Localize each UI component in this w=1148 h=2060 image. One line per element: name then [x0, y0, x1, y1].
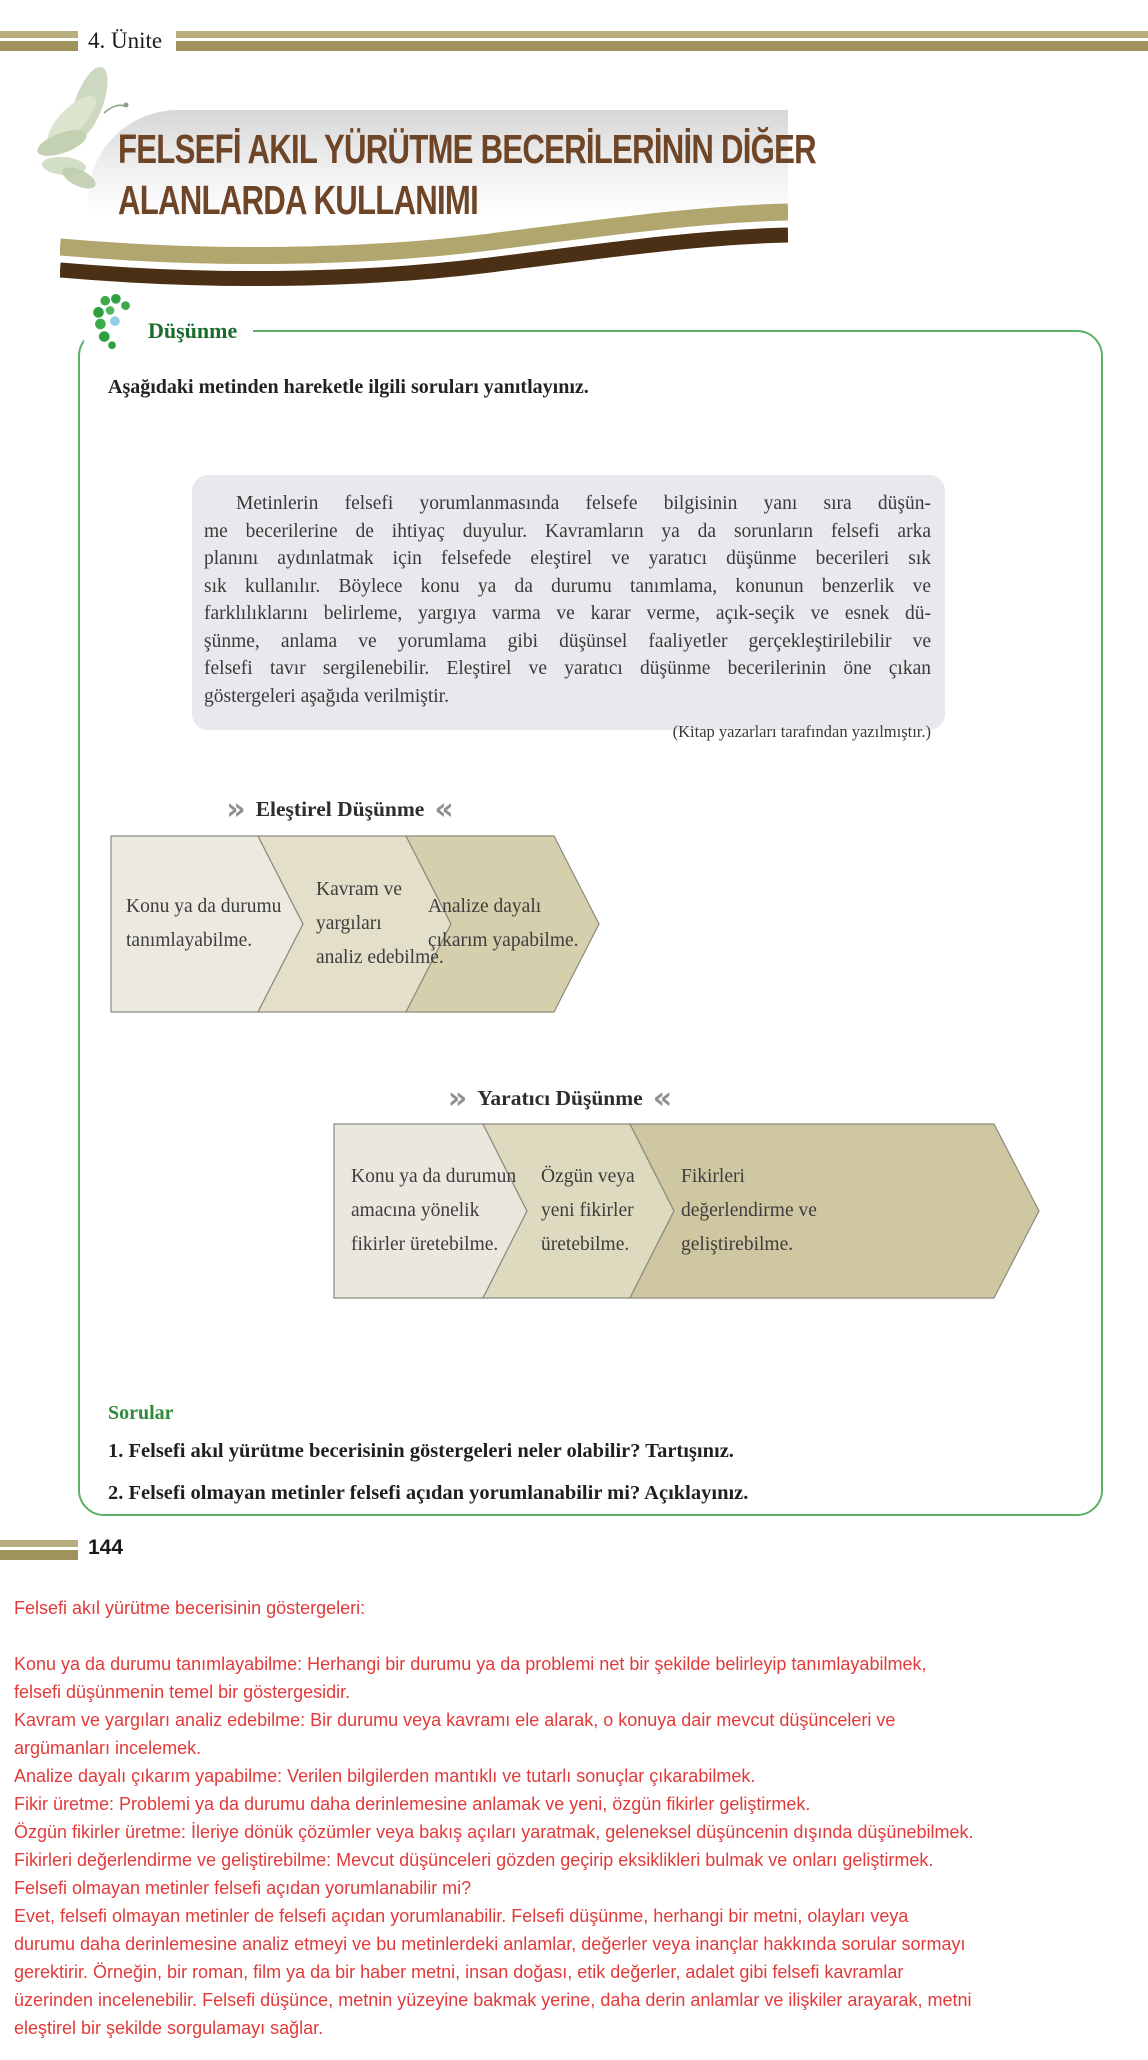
flow-step [351, 1123, 516, 1299]
annotation-line [14, 1626, 1142, 1654]
annotation-line: Kavram ve yargıları analiz edebilme: Bir durumu veya kavramı ele alarak, o konuya dair mevcut düşünceleri ve [14, 1710, 896, 1730]
dots-cluster-icon [90, 294, 134, 352]
step-line: Analize dayalı [428, 896, 542, 917]
flow-step [126, 835, 281, 1013]
question-1: 1. Felsefi akıl yürütme becerisinin göstergeleri neler olabilir? Tartışınız. [108, 1440, 734, 1462]
header-bars-left-decoration [0, 31, 78, 51]
activity-label: Düşünme [148, 318, 238, 343]
activity-header [84, 294, 253, 352]
passage-line: farklılıklarını belirleme, yargıya varma ve karar verme, açık-seçik ve esnek dü- [204, 603, 931, 624]
activity-instruction: Aşağıdaki metinden hareketle ilgili soruları yanıtlayınız. [108, 376, 589, 398]
flow-heading-label: Yaratıcı Düşünme [477, 1086, 643, 1110]
step-line: Konu ya da durumun [351, 1166, 517, 1187]
page-number: 144 [88, 1536, 124, 1559]
step-line: değerlendirme ve [681, 1200, 817, 1221]
passage-line: felsefi tavır sergilenebilir. Eleştirel ve yaratıcı düşünme becerilerinin öne çıkan [204, 658, 931, 679]
step-line: Özgün veya [541, 1166, 635, 1187]
annotation-line: Konu ya da durumu tanımlayabilme: Herhangi bir durumu ya da problemi net bir şekilde belirleyip tanımlayabilmek, [14, 1654, 927, 1674]
double-chevron-left-icon: « [652, 1080, 673, 1116]
flow-step [428, 835, 579, 1013]
annotation-line: durumu daha derinlemesine analiz etmeyi ve bu metinlerdeki anlamlar, değerler veya inançlar hakkında sorular sormayı [14, 1934, 966, 1954]
flow-step [681, 1123, 817, 1299]
page-title-line1: FELSEFİ AKIL YÜRÜTME BECERİLERİNİN DİĞER [118, 126, 816, 172]
flow-step [541, 1123, 635, 1299]
header-bars-right-decoration [176, 31, 1148, 51]
flow-step [316, 835, 444, 1013]
flow-band-creative [333, 1123, 1040, 1299]
annotation-line: Fikir üretme: Problemi ya da durumu daha derinlemesine anlamak ve yeni, özgün fikirler geliştirmek. [14, 1794, 811, 1814]
passage-line: göstergeleri aşağıda verilmiştir. [204, 685, 449, 707]
annotation-line: Evet, felsefi olmayan metinler de felsefi açıdan yorumlanabilir. Felsefi düşünme, herhangi bir metni, olayları veya [14, 1906, 909, 1926]
flow-heading-creative [447, 1080, 673, 1116]
questions-label: Sorular [108, 1402, 174, 1424]
step-line: Fikirleri [681, 1166, 745, 1187]
butterfly-icon [34, 58, 144, 198]
step-line: Kavram ve [316, 879, 403, 900]
flow-heading-critical [226, 791, 454, 827]
annotation-line: Analize dayalı çıkarım yapabilme: Verilen bilgilerden mantıklı ve tutarlı sonuçlar çıkarabilmek. [14, 1766, 756, 1786]
annotation-line: gerektirir. Örneğin, bir roman, film ya da bir haber metni, insan doğası, etik değerler, adalet gibi felsefi kavramlar [14, 1962, 904, 1982]
annotation-line: üzerinden incelenebilir. Felsefi düşünce, metnin yüzeyine bakmak yerine, daha derin anlamlar ve ilişkiler arayarak, metni [14, 1990, 972, 2010]
step-line: tanımlayabilme. [126, 930, 253, 951]
annotation-line: Özgün fikirler üretme: İleriye dönük çözümler veya bakış açıları yaratmak, geleneksel düşüncenin dışında düşünebilmek. [14, 1822, 974, 1842]
annotation-line: argümanları incelemek. [14, 1738, 202, 1758]
step-line: amacına yönelik [351, 1200, 480, 1221]
step-line: çıkarım yapabilme. [428, 930, 579, 951]
passage-credit: (Kitap yazarları tarafından yazılmıştır.) [672, 722, 931, 741]
step-line: Konu ya da durumu [126, 896, 282, 917]
passage-box [192, 475, 945, 741]
step-line: yeni fikirler [541, 1200, 634, 1221]
step-line: analiz edebilme. [316, 947, 444, 968]
flow-heading-label: Eleştirel Düşünme [255, 797, 425, 821]
double-chevron-right-icon: » [447, 1080, 468, 1116]
annotation-line: Fikirleri değerlendirme ve geliştirebilme: Mevcut düşünceleri gözden geçirip eksiklikleri bulmak ve onları geliştirmek. [14, 1850, 934, 1870]
unit-label: 4. Ünite [88, 28, 163, 53]
annotation-line: eleştirel bir şekilde sorgulamayı sağlar. [14, 2018, 324, 2038]
footer-bars-decoration [0, 1540, 78, 1560]
question-2: 2. Felsefi olmayan metinler felsefi açıdan yorumlanabilir mi? Açıklayınız. [108, 1482, 749, 1504]
annotation-line: Felsefi akıl yürütme becerisinin göstergeleri: [14, 1598, 366, 1618]
annotation-block [14, 1598, 1142, 2046]
wave-decoration [60, 192, 788, 292]
passage-line: sık kullanılır. Böylece konu ya da durumu tanımlama, konunun benzerlik ve [204, 575, 931, 597]
passage-line: şünme, anlama ve yorumlama gibi düşünsel faaliyetler gerçekleştirilebilir ve [204, 630, 931, 652]
passage-line: me becerilerine de ihtiyaç duyulur. Kavramların ya da sorunların felsefi arka [204, 520, 931, 542]
double-chevron-right-icon: » [226, 791, 246, 827]
passage-line: planını aydınlatmak için felsefede eleştirel ve yaratıcı düşünme becerileri sık [204, 548, 931, 569]
unit-header [0, 28, 1148, 54]
flow-band-critical [110, 835, 600, 1013]
step-line: fikirler üretebilme. [351, 1234, 499, 1255]
page-title-line2: ALANLARDA KULLANIMI [118, 177, 479, 223]
annotation-line: felsefi düşünmenin temel bir göstergesidir. [14, 1682, 351, 1702]
passage-line: Metinlerin felsefi yorumlanmasında felsefe bilgisinin yanı sıra düşün- [236, 493, 931, 514]
step-line: üretebilme. [541, 1234, 630, 1255]
step-line: yargıları [316, 913, 382, 934]
double-chevron-left-icon: « [434, 791, 454, 827]
step-line: geliştirebilme. [681, 1234, 794, 1255]
annotation-line: Felsefi olmayan metinler felsefi açıdan yorumlanabilir mi? [14, 1878, 472, 1898]
